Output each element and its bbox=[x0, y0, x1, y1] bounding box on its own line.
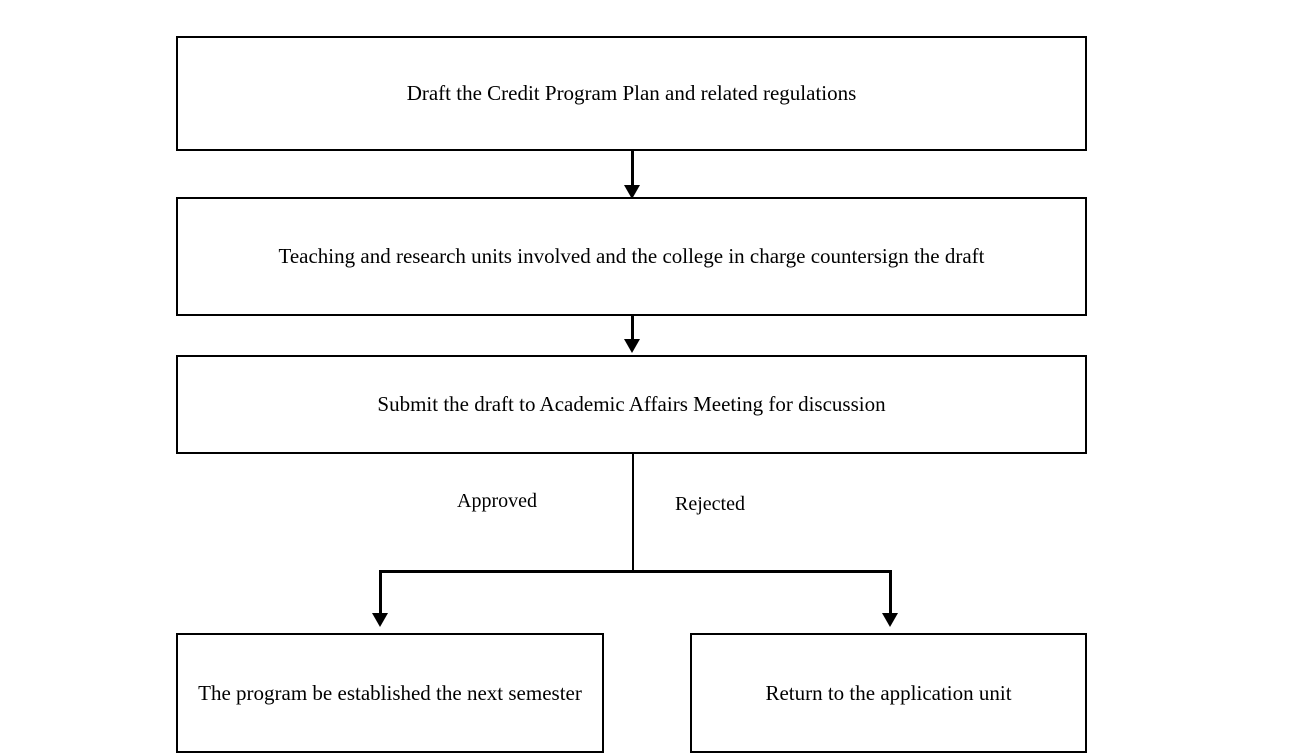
node-program-established-label: The program be established the next semester bbox=[198, 680, 582, 705]
node-submit-draft-label: Submit the draft to Academic Affairs Meeting for discussion bbox=[377, 392, 886, 417]
node-return-application-unit-label: Return to the application unit bbox=[765, 680, 1012, 705]
node-countersign-draft-label: Teaching and research units involved and the college in charge countersign the draft bbox=[278, 244, 985, 269]
arrowhead-approved-branch bbox=[372, 613, 388, 627]
connector-draft-to-countersign bbox=[631, 151, 634, 189]
node-return-application-unit bbox=[690, 633, 1087, 753]
node-draft-plan-label: Draft the Credit Program Plan and related regulations bbox=[406, 81, 857, 106]
node-program-established bbox=[176, 633, 604, 753]
edge-label-approved: Approved bbox=[457, 490, 537, 512]
edge-label-rejected: Rejected bbox=[675, 493, 745, 515]
connector-approved-branch bbox=[379, 570, 382, 618]
arrowhead-rejected-branch bbox=[882, 613, 898, 627]
connector-rejected-branch bbox=[889, 570, 892, 618]
node-submit-draft bbox=[176, 355, 1087, 454]
node-draft-plan bbox=[176, 36, 1087, 151]
connector-split-bar bbox=[379, 570, 892, 573]
connector-submit-split-stem bbox=[632, 454, 634, 572]
node-countersign-draft bbox=[176, 197, 1087, 316]
arrowhead-countersign-to-submit bbox=[624, 339, 640, 353]
